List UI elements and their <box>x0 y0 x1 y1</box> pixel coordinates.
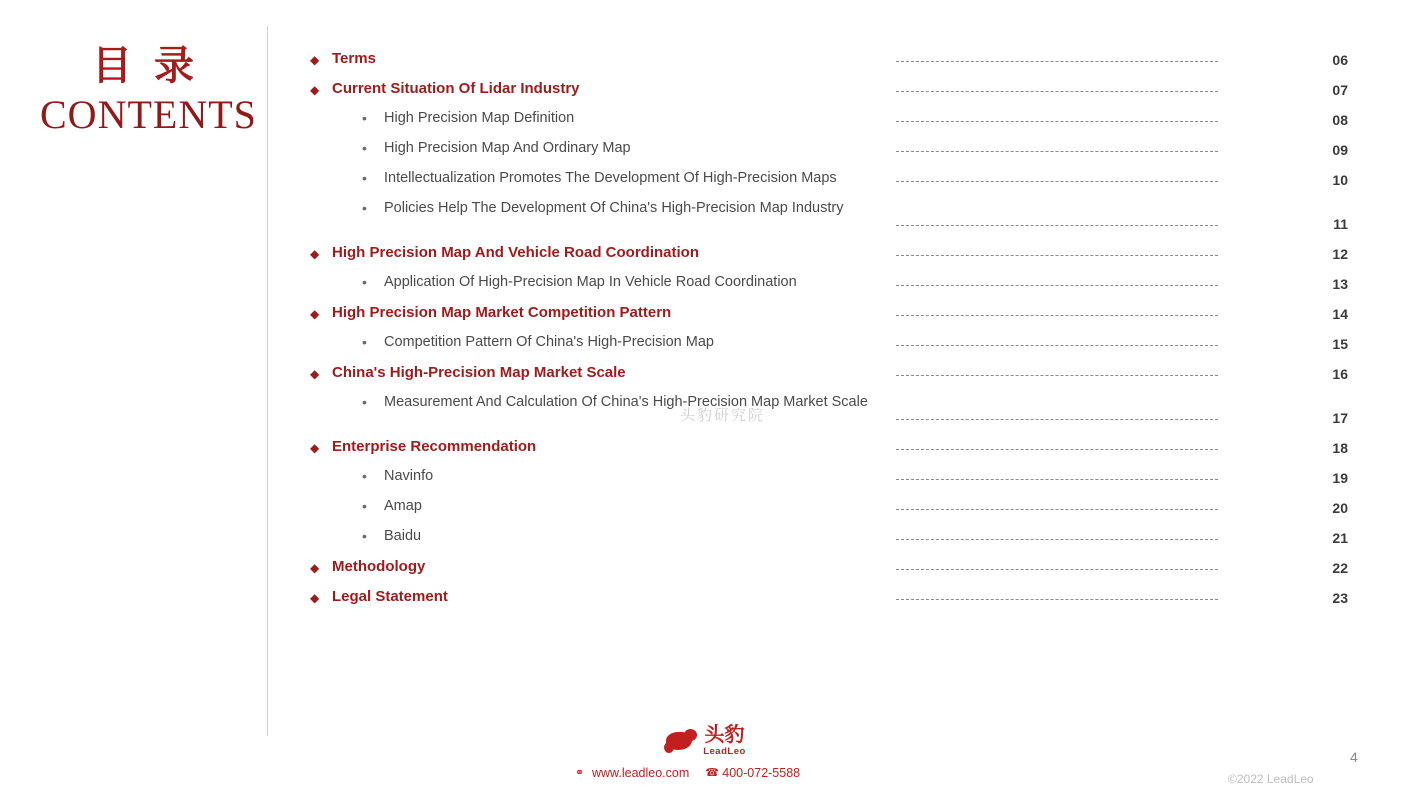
toc-entry-label: Competition Pattern Of China's High-Precision Map <box>384 334 714 350</box>
toc-page-number: 21 <box>1332 530 1348 546</box>
toc-page-number: 19 <box>1332 470 1348 486</box>
leader-dots <box>896 181 1218 182</box>
toc-row[interactable] <box>310 466 1355 496</box>
leader-dots <box>896 255 1218 256</box>
toc-row[interactable] <box>310 332 1355 362</box>
page-title-english: CONTENTS <box>40 92 257 137</box>
leader-dots <box>896 151 1218 152</box>
toc-page-number: 10 <box>1332 172 1348 188</box>
toc-entry-label: Legal Statement <box>332 588 448 605</box>
diamond-bullet-icon <box>310 242 332 263</box>
toc-entry-label: Methodology <box>332 558 426 575</box>
toc-entry-label: Current Situation Of Lidar Industry <box>332 80 580 97</box>
leader-dots <box>896 315 1218 316</box>
leopard-logo-icon <box>664 728 698 754</box>
dot-bullet-icon: • <box>362 498 367 514</box>
toc-page-number: 06 <box>1332 52 1348 68</box>
phone-icon: ☎ <box>705 766 719 779</box>
toc-page-number: 23 <box>1332 590 1348 606</box>
diamond-bullet-icon <box>310 302 332 323</box>
toc-page-number: 08 <box>1332 112 1348 128</box>
leader-dots <box>896 479 1218 480</box>
toc-entry-label: Policies Help The Development Of China's High-Precision Map Industry <box>384 200 844 216</box>
toc-page-number: 22 <box>1332 560 1348 576</box>
dot-bullet-icon <box>310 392 384 409</box>
diamond-bullet-icon <box>310 436 332 457</box>
toc-page-number: 13 <box>1332 276 1348 292</box>
toc-row[interactable] <box>310 436 1355 466</box>
leader-dots <box>896 539 1218 540</box>
diamond-bullet-icon <box>310 78 332 99</box>
dot-bullet-icon <box>310 138 384 155</box>
toc-row[interactable] <box>310 78 1355 108</box>
toc-page-number: 15 <box>1332 336 1348 352</box>
diamond-bullet-icon: ◆ <box>310 441 320 455</box>
dot-bullet-icon <box>310 466 384 483</box>
diamond-bullet-icon <box>310 48 332 69</box>
toc-row[interactable] <box>310 138 1355 168</box>
toc-row[interactable] <box>310 496 1355 526</box>
toc-entry-label: Terms <box>332 50 376 67</box>
diamond-bullet-icon <box>310 362 332 383</box>
toc-page-number: 18 <box>1332 440 1348 456</box>
page-title-chinese: 目 录 <box>92 43 198 89</box>
leader-dots <box>896 61 1218 62</box>
leader-dots <box>896 225 1218 226</box>
dot-bullet-icon: • <box>362 274 367 290</box>
leader-dots <box>896 599 1218 600</box>
toc-page-number: 20 <box>1332 500 1348 516</box>
toc-row[interactable] <box>310 198 1355 242</box>
toc-page-number: 16 <box>1332 366 1348 382</box>
diamond-bullet-icon: ◆ <box>310 53 320 67</box>
diamond-bullet-icon: ◆ <box>310 83 320 97</box>
toc-row[interactable] <box>310 526 1355 556</box>
leader-dots <box>896 121 1218 122</box>
globe-icon: ⚭ <box>575 766 585 779</box>
diamond-bullet-icon: ◆ <box>310 307 320 321</box>
toc-entry-label: Measurement And Calculation Of China's High-Precision Map Market Scale <box>384 394 868 410</box>
website-label: www.leadleo.com <box>592 766 690 780</box>
toc-entry-label: High Precision Map And Vehicle Road Coordination <box>332 244 699 261</box>
toc-page-number: 17 <box>1332 410 1348 426</box>
page-title-block <box>40 43 257 138</box>
logo-label-chinese: 头豹 <box>704 722 745 746</box>
dot-bullet-icon <box>310 332 384 349</box>
phone-label: 400-072-5588 <box>722 766 801 780</box>
toc-page-number: 11 <box>1333 216 1348 232</box>
toc-entry-label: Intellectualization Promotes The Development Of High-Precision Maps <box>384 170 837 186</box>
diamond-bullet-icon: ◆ <box>310 247 320 261</box>
toc-entry-label: Navinfo <box>384 468 434 484</box>
dot-bullet-icon <box>310 108 384 125</box>
footer <box>0 724 1403 789</box>
toc-entry-label: Enterprise Recommendation <box>332 438 537 455</box>
dot-bullet-icon <box>310 198 384 215</box>
leader-dots <box>896 509 1218 510</box>
dot-bullet-icon: • <box>362 170 367 186</box>
toc-entry-label: Baidu <box>384 528 422 544</box>
toc-row[interactable] <box>310 108 1355 138</box>
dot-bullet-icon: • <box>362 394 367 410</box>
toc-row[interactable] <box>310 302 1355 332</box>
dot-bullet-icon: • <box>362 140 367 156</box>
diamond-bullet-icon: ◆ <box>310 367 320 381</box>
dot-bullet-icon: • <box>362 334 367 350</box>
leader-dots <box>896 419 1218 420</box>
dot-bullet-icon: • <box>362 200 367 216</box>
toc-entry-label: High Precision Map Market Competition Pattern <box>332 304 672 321</box>
toc-row[interactable] <box>310 242 1355 272</box>
vertical-divider <box>267 26 268 736</box>
diamond-bullet-icon <box>310 556 332 577</box>
dot-bullet-icon: • <box>362 468 367 484</box>
logo-label-english: LeadLeo <box>703 746 746 757</box>
copyright-label: ©2022 LeadLeo <box>1228 772 1314 786</box>
toc-row[interactable] <box>310 586 1355 616</box>
toc-entry-label: Application Of High-Precision Map In Vehicle Road Coordination <box>384 274 797 290</box>
dot-bullet-icon: • <box>362 528 367 544</box>
toc-entry-label: High Precision Map And Ordinary Map <box>384 140 631 156</box>
leader-dots <box>896 345 1218 346</box>
dot-bullet-icon <box>310 526 384 543</box>
toc-row[interactable] <box>310 556 1355 586</box>
slide-number: 4 <box>1350 749 1358 765</box>
toc-row[interactable] <box>310 272 1355 302</box>
toc-page-number: 14 <box>1332 306 1348 322</box>
dot-bullet-icon <box>310 496 384 513</box>
toc-row[interactable] <box>310 48 1355 78</box>
toc-page-number: 09 <box>1332 142 1348 158</box>
leader-dots <box>896 285 1218 286</box>
watermark: 头豹研究院 <box>680 406 766 424</box>
toc-entry-label: Amap <box>384 498 422 514</box>
leader-dots <box>896 375 1218 376</box>
toc-entry-label: China's High-Precision Map Market Scale <box>332 364 626 381</box>
toc-page-number: 07 <box>1332 82 1348 98</box>
toc-row[interactable] <box>310 168 1355 198</box>
toc-row[interactable] <box>310 392 1355 436</box>
diamond-bullet-icon: ◆ <box>310 591 320 605</box>
brand-logo <box>640 724 770 757</box>
diamond-bullet-icon <box>310 586 332 607</box>
toc-entry-label: High Precision Map Definition <box>384 110 575 126</box>
diamond-bullet-icon: ◆ <box>310 561 320 575</box>
leader-dots <box>896 569 1218 570</box>
leader-dots <box>896 91 1218 92</box>
contact-row <box>575 766 800 780</box>
leader-dots <box>896 449 1218 450</box>
dot-bullet-icon <box>310 272 384 289</box>
phone-info <box>705 766 800 780</box>
dot-bullet-icon: • <box>362 110 367 126</box>
table-of-contents <box>310 48 1355 616</box>
toc-page-number: 12 <box>1332 246 1348 262</box>
website-link[interactable] <box>575 766 689 780</box>
toc-row[interactable] <box>310 362 1355 392</box>
dot-bullet-icon <box>310 168 384 185</box>
